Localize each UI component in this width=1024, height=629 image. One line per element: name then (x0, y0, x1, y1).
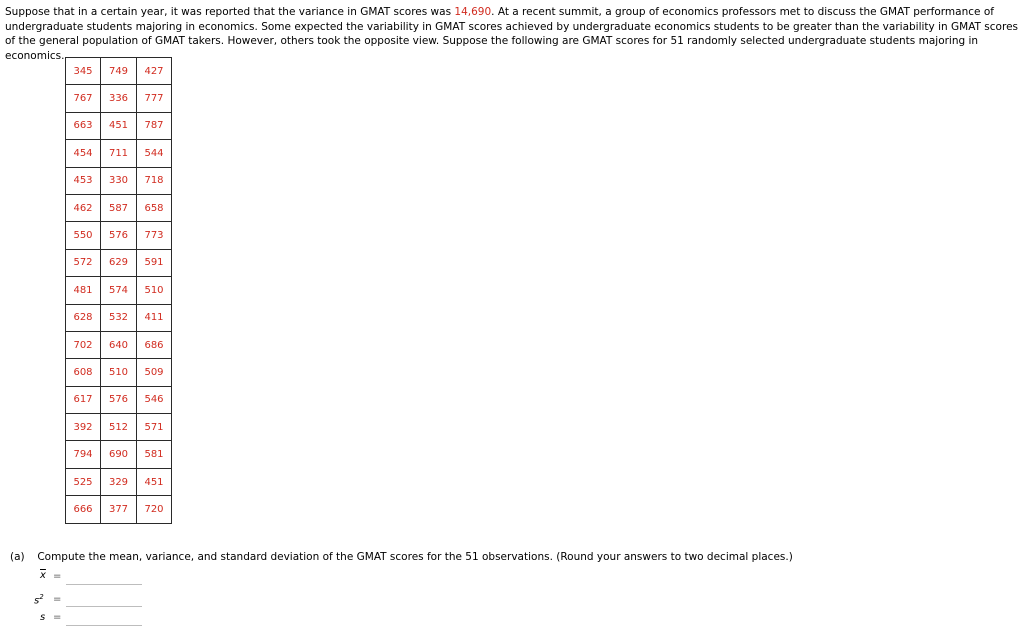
score-cell: 629 (101, 249, 137, 276)
score-cell: 481 (66, 277, 101, 304)
score-cell: 453 (66, 167, 101, 194)
score-cell: 666 (66, 496, 101, 523)
table-row (66, 85, 172, 112)
score-cell: 640 (101, 331, 137, 358)
score-cell: 690 (101, 441, 137, 468)
variance-input[interactable] (66, 592, 142, 607)
score-cell: 510 (137, 277, 172, 304)
table-row (66, 386, 172, 413)
part-a-label: (a) (10, 551, 25, 563)
table-row (66, 58, 172, 85)
score-cell: 794 (66, 441, 101, 468)
score-cell: 454 (66, 140, 101, 167)
score-cell: 392 (66, 414, 101, 441)
table-row (66, 277, 172, 304)
mean-equals: = (53, 571, 62, 582)
intro-text-1: Suppose that in a certain year, it was reported that the variance in GMAT scores was (5, 6, 455, 18)
scores-table-body (66, 58, 172, 524)
score-cell: 571 (137, 414, 172, 441)
table-row (66, 331, 172, 358)
table-row (66, 441, 172, 468)
score-cell: 427 (137, 58, 172, 85)
score-cell: 787 (137, 112, 172, 139)
score-cell: 581 (137, 441, 172, 468)
score-cell: 451 (101, 112, 137, 139)
score-cell: 767 (66, 85, 101, 112)
question-part-a (10, 550, 793, 564)
score-cell: 720 (137, 496, 172, 523)
score-cell: 330 (101, 167, 137, 194)
std-dev-equals: = (53, 612, 62, 623)
gmat-scores-table (65, 57, 172, 524)
scores-table-container (65, 57, 172, 524)
score-cell: 576 (101, 222, 137, 249)
score-cell: 617 (66, 386, 101, 413)
variance-symbol-exponent: 2 (39, 593, 44, 601)
score-cell: 411 (137, 304, 172, 331)
score-cell: 509 (137, 359, 172, 386)
score-cell: 329 (101, 468, 137, 495)
table-row (66, 496, 172, 523)
table-row (66, 414, 172, 441)
score-cell: 532 (101, 304, 137, 331)
variance-symbol (34, 593, 44, 606)
score-cell: 345 (66, 58, 101, 85)
mean-input[interactable] (66, 570, 142, 585)
score-cell: 336 (101, 85, 137, 112)
score-cell: 550 (66, 222, 101, 249)
answer-row-mean (0, 570, 200, 588)
score-cell: 510 (101, 359, 137, 386)
variance-symbol-letter: s (34, 595, 40, 607)
score-cell: 576 (101, 386, 137, 413)
score-cell: 777 (137, 85, 172, 112)
table-row (66, 112, 172, 139)
score-cell: 462 (66, 194, 101, 221)
table-row (66, 359, 172, 386)
table-row (66, 140, 172, 167)
score-cell: 512 (101, 414, 137, 441)
table-row (66, 194, 172, 221)
part-a-text: Compute the mean, variance, and standard deviation of the GMAT scores for the 51 observations. (Round your answers to two decimal places.) (37, 551, 793, 563)
score-cell: 608 (66, 359, 101, 386)
score-cell: 663 (66, 112, 101, 139)
score-cell: 773 (137, 222, 172, 249)
score-cell: 546 (137, 386, 172, 413)
score-cell: 711 (101, 140, 137, 167)
problem-statement (5, 5, 1020, 63)
answer-row-variance (0, 592, 200, 610)
score-cell: 572 (66, 249, 101, 276)
mean-symbol: $\overline{x}$ (40, 570, 46, 581)
score-cell: 591 (137, 249, 172, 276)
score-cell: 525 (66, 468, 101, 495)
score-cell: 377 (101, 496, 137, 523)
table-row (66, 304, 172, 331)
answer-row-std-dev (0, 611, 200, 629)
score-cell: 658 (137, 194, 172, 221)
score-cell: 451 (137, 468, 172, 495)
table-row (66, 249, 172, 276)
score-cell: 574 (101, 277, 137, 304)
score-cell: 718 (137, 167, 172, 194)
score-cell: 587 (101, 194, 137, 221)
score-cell: 628 (66, 304, 101, 331)
intro-text-2: . At a recent summit, a group of economics professors met to discuss the GMAT performance of undergraduate students majoring in economics. Some expected the variability in GMAT scores achieved by undergraduate economics students to be greater than the variability in GMAT scores of the general population of GMAT takers. However, others took the opposite view. Suppose the following are GMAT scores for 51 randomly selected undergraduate students majoring in economics. (5, 6, 1018, 62)
std-dev-input[interactable] (66, 611, 142, 626)
score-cell: 544 (137, 140, 172, 167)
variance-value: 14,690 (454, 6, 492, 18)
table-row (66, 222, 172, 249)
table-row (66, 167, 172, 194)
table-row (66, 468, 172, 495)
score-cell: 686 (137, 331, 172, 358)
variance-equals: = (53, 594, 62, 605)
std-dev-symbol: s (40, 612, 46, 623)
score-cell: 749 (101, 58, 137, 85)
score-cell: 702 (66, 331, 101, 358)
